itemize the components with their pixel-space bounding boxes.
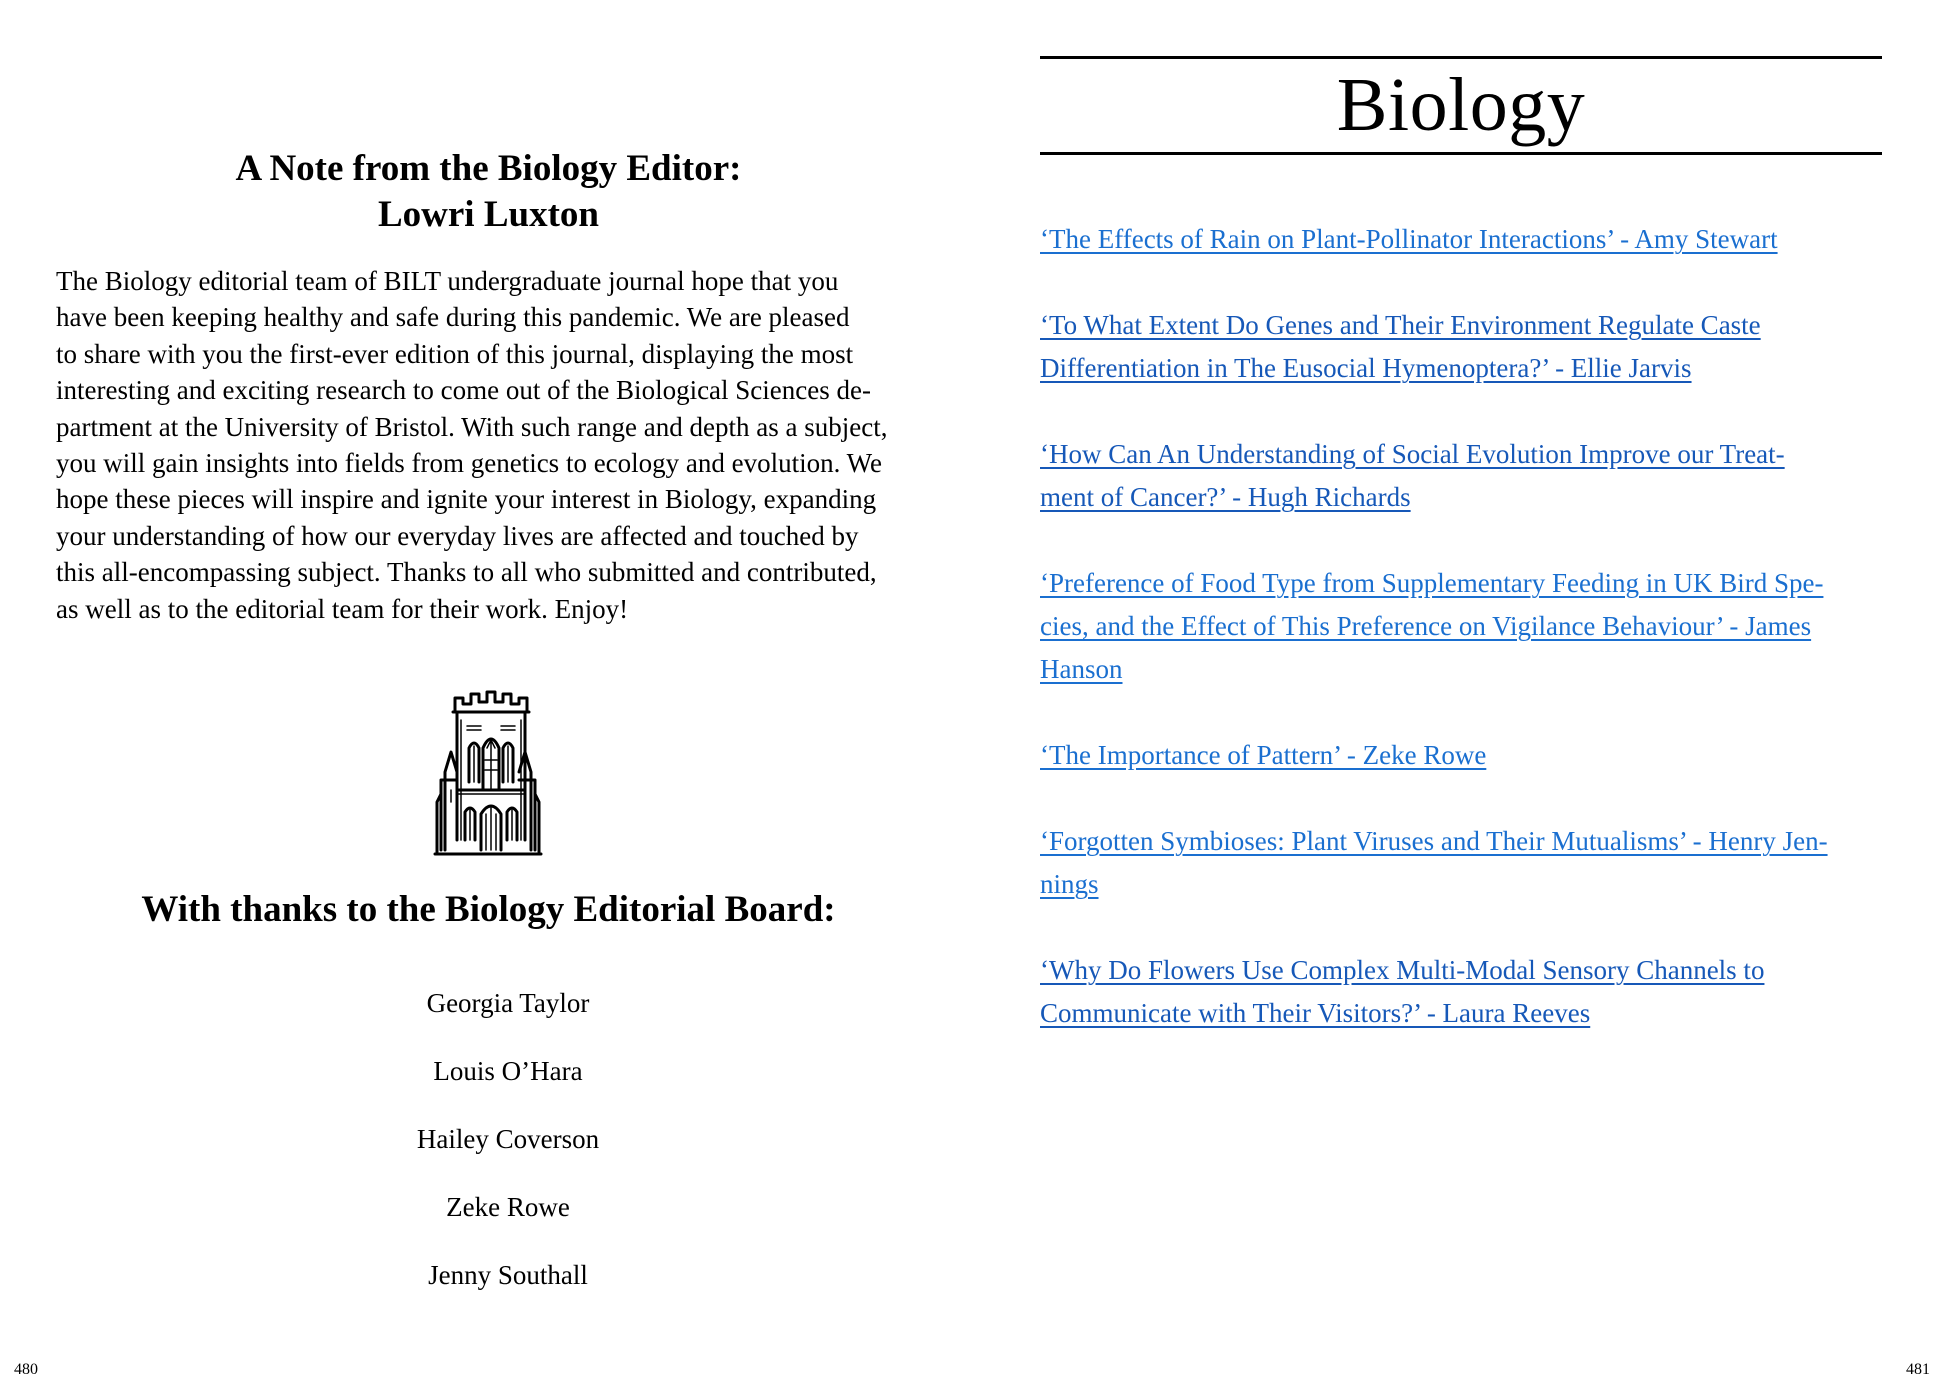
- board-member: Georgia Taylor: [426, 988, 590, 1018]
- title-rule-top: [1040, 56, 1882, 59]
- board-member: Hailey Coverson: [416, 1124, 600, 1154]
- board-member: Jenny Southall: [428, 1260, 588, 1290]
- board-member: Louis O’Hara: [433, 1056, 583, 1086]
- contents-link[interactable]: [1040, 949, 1920, 1035]
- contents-link-line[interactable]: Differentiation in The Eusocial Hymenoptera?’ - Ellie Jarvis: [1040, 353, 1692, 383]
- contents-link-line[interactable]: ‘Why Do Flowers Use Complex Multi-Modal Sensory Channels to: [1040, 955, 1765, 985]
- section-title: Biology: [1336, 63, 1586, 147]
- editor-note-line: you will gain insights into fields from genetics to ecology and evolution. We: [56, 448, 882, 479]
- contents-link[interactable]: [1040, 820, 1920, 906]
- university-tower-icon: [431, 690, 545, 858]
- contents-link-line[interactable]: ‘Preference of Food Type from Supplementary Feeding in UK Bird Spe-: [1040, 568, 1824, 598]
- editor-note-line: to share with you the first-ever edition of this journal, displaying the most: [56, 338, 854, 369]
- editor-note-line: partment at the University of Bristol. With such range and depth as a subject,: [56, 411, 888, 442]
- board-member: Zeke Rowe: [446, 1192, 570, 1222]
- contents-link-line[interactable]: ‘To What Extent Do Genes and Their Environment Regulate Caste: [1040, 310, 1761, 340]
- contents-link-line[interactable]: ‘The Importance of Pattern’ - Zeke Rowe: [1040, 740, 1487, 770]
- editor-note-line: this all-encompassing subject. Thanks to all who submitted and contributed,: [56, 557, 877, 588]
- editor-note-line: your understanding of how our everyday lives are affected and touched by: [56, 520, 859, 551]
- editor-note-line: hope these pieces will inspire and ignite your interest in Biology, expanding: [56, 484, 877, 515]
- contents-link-line[interactable]: ‘How Can An Understanding of Social Evolution Improve our Treat-: [1040, 439, 1785, 469]
- contents-link[interactable]: [1040, 433, 1920, 519]
- contents-link-line[interactable]: nings: [1040, 869, 1099, 899]
- contents-link-line[interactable]: ‘The Effects of Rain on Plant-Pollinator Interactions’ - Amy Stewart: [1040, 224, 1778, 254]
- editorial-board-heading: With thanks to the Biology Editorial Board:: [141, 889, 836, 930]
- contents-link[interactable]: [1040, 734, 1920, 777]
- contents-link-line[interactable]: ‘Forgotten Symbioses: Plant Viruses and Their Mutualisms’ - Henry Jen-: [1040, 826, 1828, 856]
- contents-link-line[interactable]: Hanson: [1040, 654, 1123, 684]
- left-page: [0, 0, 975, 1378]
- editor-note-heading: [56, 146, 921, 238]
- page-number-right: 481: [1906, 1361, 1930, 1378]
- page-number-left: 480: [14, 1361, 38, 1378]
- contents-link[interactable]: [1040, 562, 1920, 691]
- contents-link-line[interactable]: cies, and the Effect of This Preference on Vigilance Behaviour’ - James: [1040, 611, 1812, 641]
- editor-note-heading-line-1: A Note from the Biology Editor:: [235, 148, 742, 189]
- editor-note-line: have been keeping healthy and safe during this pandemic. We are pleased: [56, 302, 850, 333]
- contents-link-line[interactable]: ment of Cancer?’ - Hugh Richards: [1040, 482, 1411, 512]
- editor-note-heading-line-2: Lowri Luxton: [377, 194, 599, 235]
- editor-note-line: interesting and exciting research to come out of the Biological Sciences de-: [56, 375, 871, 406]
- right-page: [975, 0, 1950, 1378]
- contents-link[interactable]: [1040, 218, 1920, 261]
- contents-list: [1040, 218, 1920, 1078]
- contents-link[interactable]: [1040, 304, 1920, 390]
- contents-link-line[interactable]: Communicate with Their Visitors?’ - Laura Reeves: [1040, 998, 1591, 1028]
- title-rule-bottom: [1040, 152, 1882, 155]
- editor-note-body: [56, 263, 926, 627]
- editor-note-line: as well as to the editorial team for their work. Enjoy!: [56, 593, 629, 624]
- editorial-board-list: [308, 985, 708, 1325]
- editor-note-line: The Biology editorial team of BILT undergraduate journal hope that you: [56, 266, 839, 296]
